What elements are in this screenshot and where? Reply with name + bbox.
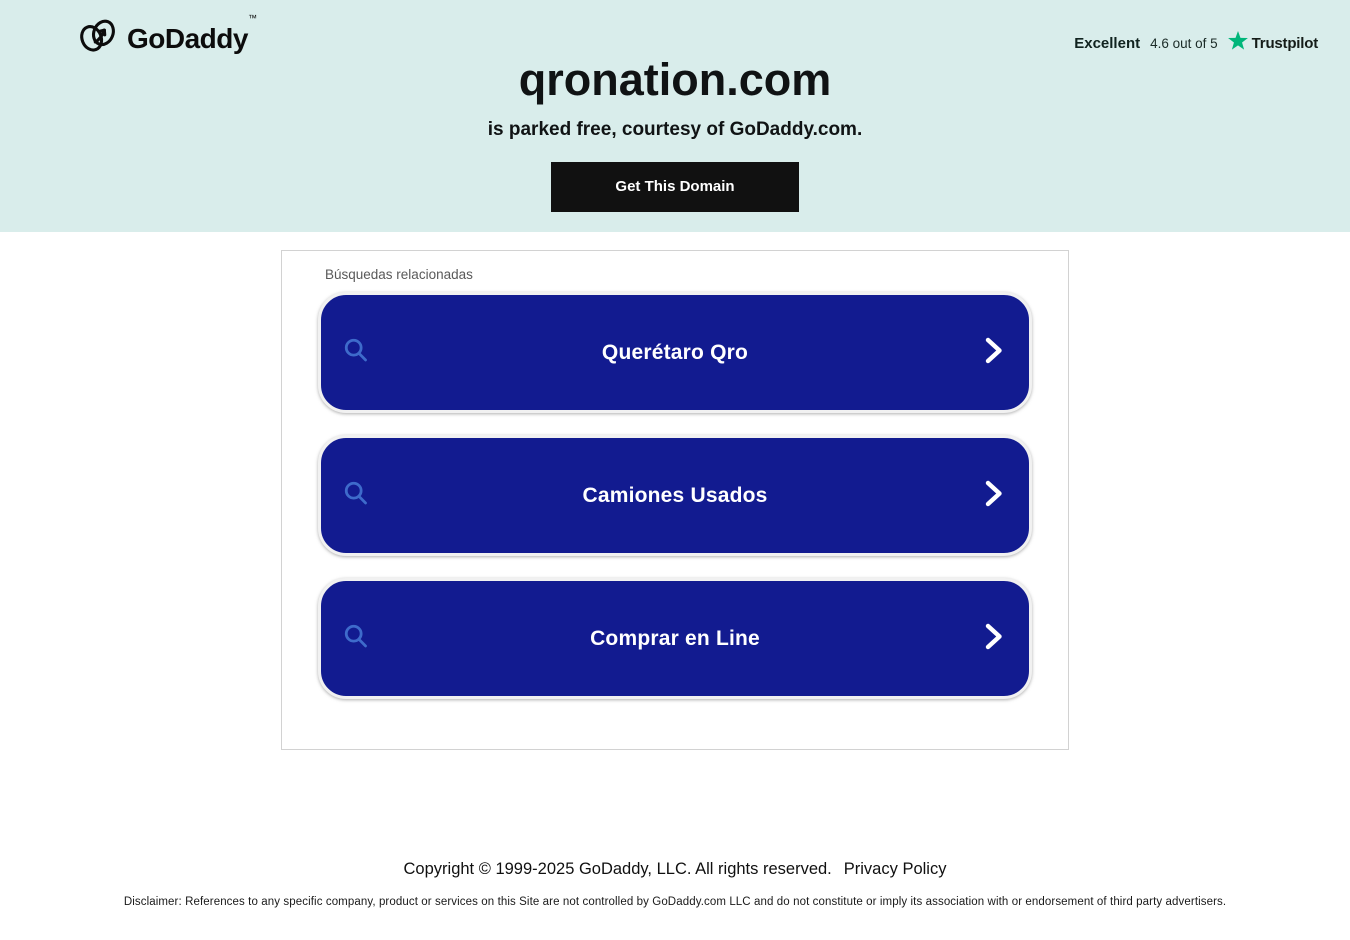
chevron-right-icon xyxy=(985,337,1003,368)
page-footer xyxy=(0,860,1350,908)
trustpilot-score: 4.6 out of 5 xyxy=(1150,35,1218,51)
related-search-label: Camiones Usados xyxy=(582,483,768,507)
godaddy-logo-icon xyxy=(78,18,118,60)
related-search-label: Comprar en Line xyxy=(590,626,760,650)
related-search-link-comprar[interactable] xyxy=(318,578,1032,699)
parked-tagline: is parked free, courtesy of GoDaddy.com. xyxy=(487,119,863,140)
search-icon xyxy=(343,337,370,369)
trustpilot-brand-label: Trustpilot xyxy=(1251,34,1318,52)
related-searches-title: Búsquedas relacionadas xyxy=(325,267,473,282)
related-search-label: Querétaro Qro xyxy=(601,340,749,364)
get-this-domain-button[interactable]: Get This Domain xyxy=(551,162,799,212)
search-icon xyxy=(343,623,370,655)
related-search-link-camiones[interactable] xyxy=(318,435,1032,556)
godaddy-wordmark: GoDaddy xyxy=(127,23,248,54)
godaddy-logo[interactable] xyxy=(78,13,257,60)
disclaimer-text: Disclaimer: References to any specific company, product or services on this Site are not controlled by GoDaddy.com LLC and do not constitute or imply its association with or endorsement of third party advertisers. xyxy=(123,896,1227,908)
trustpilot-star-icon xyxy=(1228,31,1248,55)
copyright-text: Copyright © 1999-2025 GoDaddy, LLC. All rights reserved. xyxy=(403,860,832,878)
search-icon xyxy=(343,480,370,512)
parked-domain-title: qronation.com xyxy=(518,54,832,105)
chevron-right-icon xyxy=(985,623,1003,654)
trustpilot-excellent-label: Excellent xyxy=(1074,34,1141,52)
trademark-symbol: ™ xyxy=(247,13,257,23)
privacy-policy-link[interactable]: Privacy Policy xyxy=(843,860,947,878)
trustpilot-rating[interactable] xyxy=(1074,31,1318,55)
chevron-right-icon xyxy=(985,480,1003,511)
related-searches-list xyxy=(282,292,1068,699)
hero-banner xyxy=(0,0,1350,232)
related-searches-box xyxy=(281,250,1069,750)
related-search-link-queretaro[interactable] xyxy=(318,292,1032,413)
